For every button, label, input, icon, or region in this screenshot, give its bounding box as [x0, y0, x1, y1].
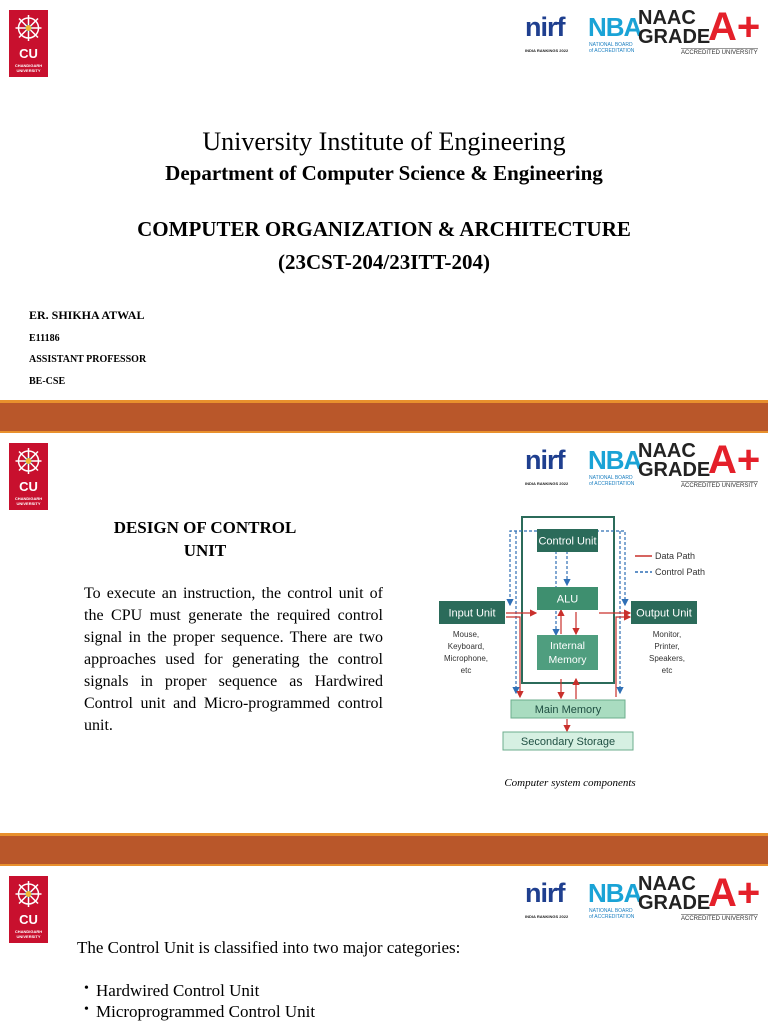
nirf-logo [524, 878, 582, 924]
institute-title: University Institute of Engineering [202, 127, 566, 156]
program: BE-CSE [29, 376, 66, 387]
accredited-text: ACCREDITED UNIVERSITY [681, 916, 758, 922]
input-example-2: Keyboard, [447, 642, 485, 651]
slide-design-of-control-unit [0, 433, 768, 833]
nba-wordmark: NBA [588, 878, 642, 908]
input-example-3: Microphone, [443, 654, 489, 663]
a-plus-grade: A+ [708, 871, 761, 915]
nirf-logo [524, 12, 582, 58]
diagram-caption: Computer system components [504, 777, 636, 789]
input-example-4: etc [460, 666, 472, 675]
department-title: Department of Computer Science & Engineering [165, 161, 603, 185]
nirf-rank-text: INDIA RANKINGS 2022 [525, 48, 569, 53]
cu-logo [9, 443, 48, 510]
slide-divider-band [0, 833, 768, 866]
accredited-text: ACCREDITED UNIVERSITY [681, 50, 758, 56]
nba-sub-line2: of ACCREDITATION [589, 48, 635, 54]
nba-logo [588, 878, 642, 924]
slide-heading [90, 516, 320, 562]
naac-wordmark: NAAC [638, 7, 696, 29]
secondary-storage-label: Secondary Storage [520, 736, 616, 748]
cu-logo-text: CU [19, 479, 38, 494]
output-unit-label: Output Unit [636, 607, 692, 620]
accredited-text: ACCREDITED UNIVERSITY [681, 483, 758, 489]
slide-divider-band [0, 400, 768, 433]
cu-logo-subtext: CHANDIGARH UNIVERSITY [14, 496, 43, 506]
nirf-logo [524, 445, 582, 491]
input-example-1: Mouse, [452, 630, 480, 639]
output-example-4: etc [661, 666, 673, 675]
output-example-3: Speakers, [648, 654, 686, 663]
input-unit-label: Input Unit [448, 607, 496, 620]
accreditation-logos [524, 438, 764, 491]
cu-logo-subtext: CHANDIGARH UNIVERSITY [14, 63, 43, 73]
nba-sub-line1: NATIONAL BOARD [589, 908, 633, 914]
heading-line1: DESIGN OF CONTROL [113, 518, 297, 537]
nba-logo [588, 445, 642, 491]
nba-sub-line2: of ACCREDITATION [589, 481, 635, 487]
cu-logo [9, 876, 48, 943]
categories-list [84, 980, 315, 1022]
naac-wordmark: NAAC [638, 873, 696, 895]
naac-logo [638, 5, 764, 58]
nba-sub-line1: NATIONAL BOARD [589, 475, 633, 481]
a-plus-grade: A+ [708, 5, 761, 49]
cu-emblem-icon [9, 876, 48, 912]
list-item-text: Hardwired Control Unit [96, 981, 260, 1000]
naac-logo [638, 438, 764, 491]
computer-system-diagram [436, 513, 736, 758]
legend-data-path: Data Path [655, 551, 696, 561]
categories-intro: The Control Unit is classified into two major categories: [77, 938, 461, 957]
naac-wordmark: NAAC [638, 440, 696, 462]
internal-memory-line2: Memory [548, 654, 587, 666]
cu-logo [9, 10, 48, 77]
heading-line2: UNIT [183, 541, 227, 560]
alu-label: ALU [556, 593, 579, 606]
legend-control-path: Control Path [655, 567, 706, 577]
designation: ASSISTANT PROFESSOR [29, 354, 147, 365]
cu-logo-subtext: CHANDIGARH UNIVERSITY [14, 929, 43, 939]
author-name: ER. SHIKHA ATWAL [29, 308, 145, 322]
nba-logo [588, 12, 642, 58]
list-item [84, 1001, 315, 1022]
grade-wordmark: GRADE [638, 26, 711, 48]
cu-emblem-icon [9, 443, 48, 479]
nirf-wordmark: nirf [525, 12, 565, 42]
list-item [84, 980, 315, 1001]
nba-sub-line1: NATIONAL BOARD [589, 42, 633, 48]
naac-logo [638, 871, 764, 924]
cu-logo-text: CU [19, 912, 38, 927]
explanation-paragraph: To execute an instruction, the control unit of the CPU must generate the required control signal in the proper sequence. There are two approaches used for generating the control signals in proper sequence as Hardwired Control unit and Micro-programmed control unit. [84, 585, 383, 734]
employee-id: E11186 [29, 333, 60, 344]
nirf-wordmark: nirf [525, 878, 565, 908]
output-example-1: Monitor, [652, 630, 682, 639]
nba-wordmark: NBA [588, 445, 642, 475]
bullet-icon: • [84, 1002, 89, 1017]
cu-logo-text: CU [19, 46, 38, 61]
nba-wordmark: NBA [588, 12, 642, 42]
nba-sub-line2: of ACCREDITATION [589, 914, 635, 920]
a-plus-grade: A+ [708, 438, 761, 482]
slide-title [0, 0, 768, 400]
main-memory-label: Main Memory [534, 704, 602, 716]
nirf-rank-text: INDIA RANKINGS 2022 [525, 914, 569, 919]
nirf-wordmark: nirf [525, 445, 565, 475]
output-example-2: Printer, [654, 642, 680, 651]
course-title: COMPUTER ORGANIZATION & ARCHITECTURE [137, 217, 631, 241]
bullet-icon: • [84, 981, 89, 996]
course-code: (23CST-204/23ITT-204) [278, 250, 490, 274]
control-unit-label: Control Unit [538, 535, 597, 548]
accreditation-logos [524, 5, 764, 58]
nirf-rank-text: INDIA RANKINGS 2022 [525, 481, 569, 486]
grade-wordmark: GRADE [638, 459, 711, 481]
cu-emblem-icon [9, 10, 48, 46]
accreditation-logos [524, 871, 764, 924]
internal-memory-line1: Internal [549, 640, 586, 652]
grade-wordmark: GRADE [638, 892, 711, 914]
list-item-text: Microprogrammed Control Unit [96, 1002, 316, 1021]
slide-control-unit-categories [0, 866, 768, 1024]
